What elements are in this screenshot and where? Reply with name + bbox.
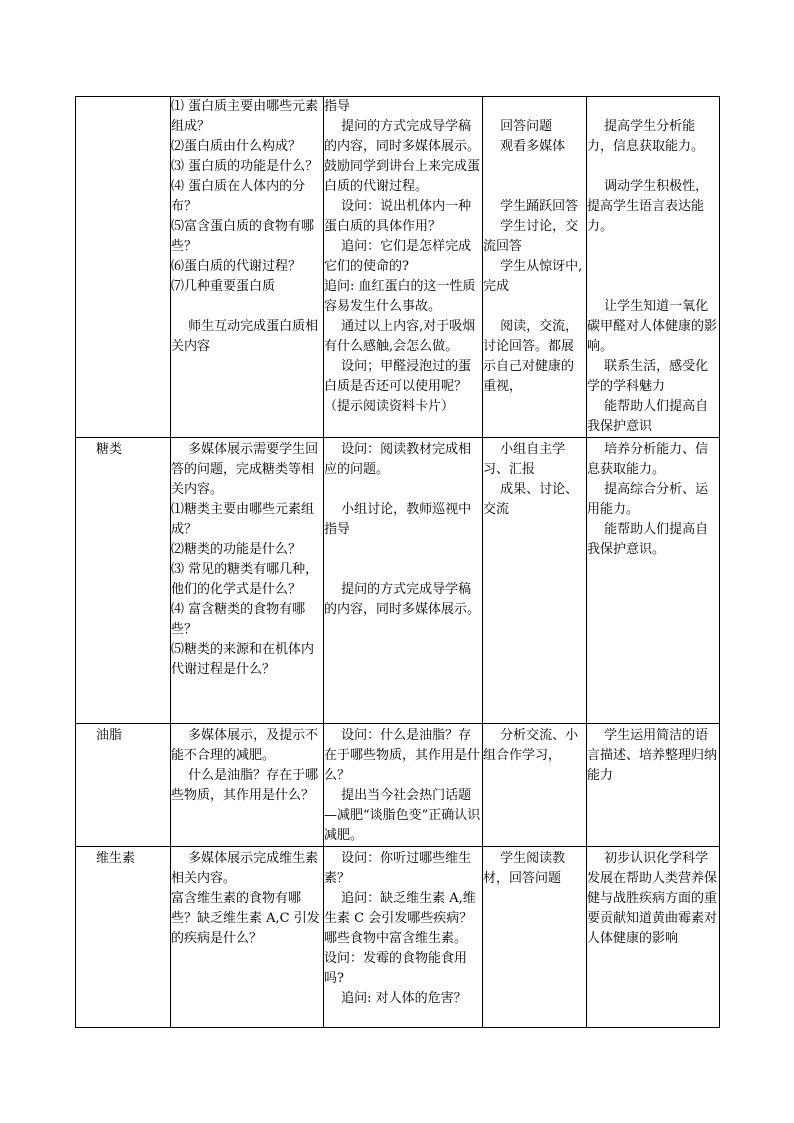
cell-paragraph: 多媒体展示需要学生回答的问题，完成糖类等相关内容。 [171,442,319,497]
cell-paragraph: 富含维生素的食物有哪些？缺乏维生素 A,C 引发的疾病是什么？ [171,891,320,946]
cell-paragraph: 追问：它们是怎样完成它们的使命的? [324,239,472,274]
cell-paragraph: ⑹蛋白质的代谢过程？ [171,259,302,274]
table-row [76,97,720,438]
lesson-plan-body [76,97,720,1028]
design-intent-cell [587,438,720,724]
cell-paragraph: 设问；甲醛浸泡过的蛋白质是否还可以使用呢？（提示阅读资料卡片） [324,359,472,414]
cell-paragraph: ⑸富含蛋白质的食物有哪些？ [171,219,315,254]
cell-paragraph: 多媒体展示完成维生素相关内容。 [171,851,319,886]
cell-paragraph: 设问：阅读教材完成相应的问题。 [324,442,472,477]
cell-paragraph [587,257,719,277]
cell-paragraph [587,277,719,297]
cell-paragraph: 通过以上内容,对于吸烟有什么感触,会怎么做。 [324,319,476,354]
cell-paragraph: 提高学生分析能力，信息获取能力。 [587,119,705,154]
cell-paragraph [324,480,482,500]
cell-paragraph: 让学生知道一氧化碳甲醛对人体健康的影响。 [587,299,718,354]
cell-paragraph [483,297,586,317]
teacher-activity-cell [324,847,483,1028]
cell-paragraph: ⑷ 富含糖类的食物有哪些？ [171,602,306,637]
cell-paragraph [324,560,482,580]
cell-paragraph: 多媒体展示，及提示不能不合理的减肥。 [171,728,319,763]
topic-cell [76,97,171,438]
cell-paragraph [483,157,586,177]
design-intent-cell [587,724,720,847]
cell-paragraph [324,540,482,560]
topic-cell: 维生素 [76,847,171,1028]
cell-paragraph: 分析交流、小组合作学习， [483,728,579,763]
cell-paragraph: 提出当今社会热门话题—减肥“谈脂色变”正确认识减肥。 [324,788,481,843]
teacher-activity-cell [324,97,483,438]
cell-paragraph [483,177,586,197]
cell-paragraph: ⑴ 蛋白质主要由哪些元素组成？ [171,99,319,134]
cell-paragraph: 追问：缺乏维生素 A,维生素 C 会引发哪些疾病？哪些食物中富含维生素。 [324,891,476,946]
cell-paragraph: 学生从惊讶中,完成 [483,259,583,294]
cell-paragraph: 指导 [324,99,351,114]
cell-paragraph: 设问：发霉的食物能食用吗? [324,951,468,986]
cell-paragraph: ⑸糖类的来源和在机体内代谢过程是什么？ [171,642,315,677]
cell-paragraph: 小组讨论，教师巡视中指导 [324,502,472,537]
cell-paragraph: ⑶ 蛋白质的功能是什么？ [171,159,319,174]
cell-paragraph: 提问的方式完成导学稿的内容，同时多媒体展示。 [324,582,481,617]
cell-paragraph: 观看多媒体 [483,139,566,154]
cell-paragraph: 能帮助人们提高自我保护意识。 [587,522,709,557]
cell-paragraph: 追问: 对人体的危害？ [324,991,467,1006]
cell-paragraph [587,237,719,257]
cell-paragraph: 小组自主学习、汇报 [483,442,566,477]
student-activity-cell [483,97,587,438]
teacher-activity-cell [324,438,483,724]
cell-paragraph: 成果、讨论、交流 [483,482,579,517]
cell-paragraph: 设问：说出机体内一种蛋白质的具体作用？ [324,199,472,234]
cell-paragraph: 鼓励同学到讲台上来完成蛋白质的代谢过程。 [324,159,481,194]
cell-paragraph: ⑵糖类的功能是什么？ [171,542,302,557]
cell-paragraph: 调动学生积极性，提高学生语言表达能力。 [587,179,709,234]
content-cell [171,847,324,1028]
content-cell [171,724,324,847]
cell-paragraph: 学生运用简洁的语言描述、培养整理归纳能力 [587,728,718,783]
cell-paragraph: 追问: 血红蛋白的这一性质容易发生什么事故。 [324,279,476,314]
cell-paragraph: 学生阅读教材，回答问题 [483,851,566,886]
cell-paragraph: 提高综合分析、运用能力。 [587,482,709,517]
cell-paragraph: 回答问题 [483,119,553,134]
cell-paragraph: 设问：你听过哪些维生素？ [324,851,472,886]
lesson-plan-table [75,96,720,1028]
content-cell [171,438,324,724]
cell-paragraph [587,157,719,177]
teacher-activity-cell [324,724,483,847]
cell-paragraph: 学生踊跃回答 [483,199,579,214]
design-intent-cell [587,97,720,438]
student-activity-cell [483,724,587,847]
cell-paragraph: ⑺几种重要蛋白质 [171,279,276,294]
topic-cell: 油脂 [76,724,171,847]
cell-paragraph: 联系生活，感受化学的学科魅力 [587,359,709,394]
cell-paragraph: 提问的方式完成导学稿的内容，同时多媒体展示。 [324,119,481,154]
table-row [76,438,720,724]
student-activity-cell [483,438,587,724]
cell-paragraph: 能帮助人们提高自我保护意识 [587,399,709,434]
table-row [76,724,720,847]
cell-paragraph: 初步认识化学科学发展在帮助人类营养保健与战胜疾病方面的重要贡献知道黄曲霉素对人体健康的影响 [587,851,718,946]
cell-paragraph [171,297,323,317]
cell-paragraph: 师生互动完成蛋白质相关内容 [171,319,319,354]
cell-paragraph: 设问：什么是油脂？存在于哪些物质，其作用是什么？ [324,728,481,783]
table-row [76,847,720,1028]
cell-paragraph: ⑶ 常见的糖类有哪几种，他们的化学式是什么？ [171,562,319,597]
design-intent-cell [587,847,720,1028]
cell-paragraph: ⑵蛋白质由什么构成？ [171,139,302,154]
cell-paragraph: 学生讨论，交流回答 [483,219,579,254]
cell-paragraph: ⑴糖类主要由哪些元素组成？ [171,502,315,537]
topic-cell: 糖类 [76,438,171,724]
student-activity-cell [483,847,587,1028]
content-cell [171,97,324,438]
cell-paragraph: 培养分析能力、信息获取能力。 [587,442,709,477]
cell-paragraph [587,97,719,117]
cell-paragraph: 阅读，交流，讨论回答。都展示自己对健康的重视， [483,319,579,394]
cell-paragraph [483,97,586,117]
cell-paragraph: ⑷ 蛋白质在人体内的分布？ [171,179,306,214]
cell-paragraph: 什么是油脂？存在于哪些物质，其作用是什么？ [171,768,319,803]
